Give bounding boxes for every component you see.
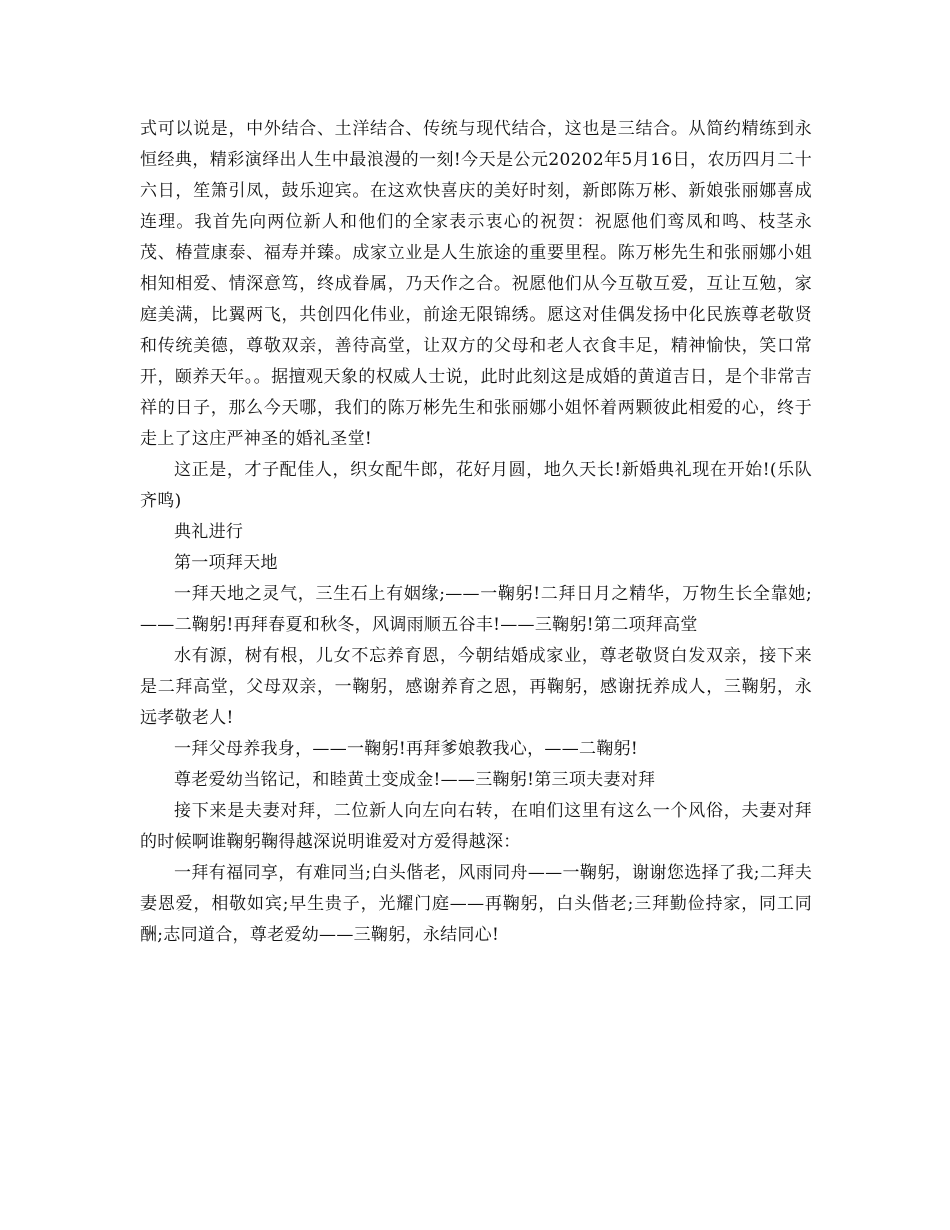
paragraph-heaven-earth: 一拜天地之灵气，三生石上有姻缘;——一鞠躬!二拜日月之精华，万物生长全靠她;——二鞠躬!再拜春夏和秋冬，风调雨顺五谷丰!——三鞠躬!第二项拜高堂 — [140, 584, 812, 635]
section-heading-ceremony: 典礼进行 — [174, 522, 244, 542]
section-heading-first-item: 第一项拜天地 — [174, 553, 278, 573]
paragraph-parents: 水有源，树有根，儿女不忘养育恩，今朝结婚成家业，尊老敬贤白发双亲，接下来是二拜高堂，父母双亲，一鞠躬，感谢养育之恩，再鞠躬，感谢抚养成人，三鞠躬，永远孝敬老人! — [140, 646, 812, 728]
paragraph-parents-bow-2: 尊老爱幼当铭记，和睦黄土变成金!——三鞠躬!第三项夫妻对拜 — [174, 770, 656, 790]
paragraph-opening: 式可以说是，中外结合、土洋结合、传统与现代结合，这也是三结合。从简约精练到永恒经典，精彩演绎出人生中最浪漫的一刻!今天是公元20202年5月16日，农历四月二十六日，笙箫引凤，鼓乐迎宾。在这欢快喜庆的美好时刻，新郎陈万彬、新娘张丽娜喜成连理。我首先向两位新人和他们的全家表示衷心的祝贺：祝愿他们鸾凤和鸣、枝茎永茂、椿萱康泰、福寿并臻。成家立业是人生旅途的重要里程。陈万彬先生和张丽娜小姐相知相爱、情深意笃，终成眷属，乃天作之合。祝愿他们从今互敬互爱，互让互勉，家庭美满，比翼两飞，共创四化伟业，前途无限锦绣。愿这对佳偶发扬中化民族尊老敬贤和传统美德，尊敬双亲，善待高堂，让双方的父母和老人衣食丰足，精神愉快，笑口常开，颐养天年。。据擅观天象的权威人士说，此时此刻这是成婚的黄道吉日，是个非常吉祥的日子，那么今天哪，我们的陈万彬先生和张丽娜小姐怀着两颗彼此相爱的心，终于走上了这庄严神圣的婚礼圣堂! — [140, 119, 812, 449]
paragraph-couple-bows: 一拜有福同享，有难同当;白头偕老，风雨同舟——一鞠躬，谢谢您选择了我;二拜夫妻恩爱，相敬如宾;早生贵子，光耀门庭——再鞠躬，白头偕老;三拜勤俭持家，同工同酬;志同道合，尊老爱幼——三鞠躬，永结同心! — [140, 863, 812, 945]
document-body — [140, 114, 812, 951]
paragraph-couple-intro: 接下来是夫妻对拜，二位新人向左向右转，在咱们这里有这么一个风俗，夫妻对拜的时候啊谁鞠躬鞠得越深说明谁爱对方爱得越深： — [140, 801, 812, 852]
paragraph-parents-bow-1: 一拜父母养我身，——一鞠躬!再拜爹娘教我心，——二鞠躬! — [174, 739, 639, 759]
paragraph-ceremony-start: 这正是，才子配佳人，织女配牛郎，花好月圆，地久天长!新婚典礼现在开始!(乐队齐鸣) — [140, 460, 812, 511]
